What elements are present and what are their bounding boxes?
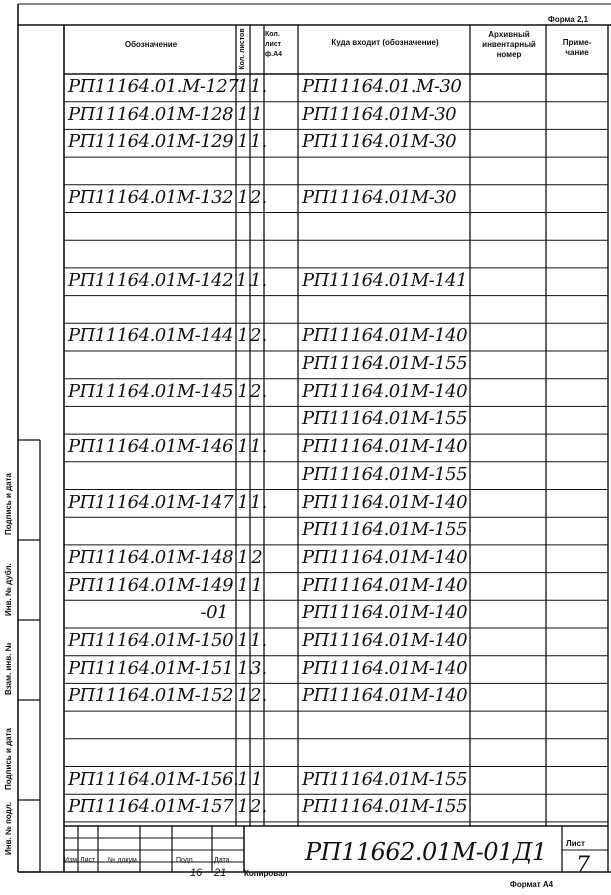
row-sheets: 1 [237, 76, 249, 97]
row-where-used: РП11164.01М-140 [302, 657, 468, 679]
row-a4-sheets: 1 [251, 768, 263, 790]
row-where-used: РП11164.01М-140 [302, 546, 468, 568]
row-sheets: 1 [237, 103, 249, 125]
row-where-used: РП11164.01М-30 [302, 103, 457, 125]
row-designation: РП11164.01М-152 [68, 685, 234, 707]
row-a4-sheets: 1. [250, 269, 268, 291]
row-a4-sheets: 1. [250, 630, 268, 651]
header-where-used: Куда входит (обозначение) [331, 38, 439, 47]
row-sheets: 1 [237, 546, 249, 568]
header-notes: Приме-чание [562, 38, 592, 57]
row-a4-sheets: 2 [251, 546, 263, 568]
row-sheets: 1 [237, 657, 249, 679]
stamp-number-2: 21 [214, 867, 227, 879]
doc-no-label: № докум. [108, 857, 139, 864]
row-designation: РП11164.01М-150 [68, 630, 234, 651]
sheet-label: Лист [566, 839, 585, 848]
side-label-orig-inv: Инв. № подл. [4, 801, 13, 855]
side-label-dup-inv: Инв. № дубл. [4, 563, 13, 616]
row-designation: РП11164.01М-148 [68, 546, 234, 568]
row-designation: -01 [200, 602, 228, 624]
form-label: Форма 2,1 [548, 15, 589, 24]
copied-label: Копировал [244, 869, 288, 878]
row-designation: РП11164.01М-144 [68, 325, 234, 347]
row-where-used: РП11164.01М-140 [302, 325, 468, 347]
row-where-used: РП11164.01М-140 [302, 602, 468, 624]
row-where-used: РП11164.01М-140 [302, 436, 468, 458]
row-designation: РП11164.01М-149 [68, 574, 234, 596]
side-label-replace-inv: Взам. инв. № [4, 642, 13, 695]
row-a4-sheets: 2. [250, 380, 268, 402]
row-sheets: 1 [237, 768, 249, 790]
rev-label: Изм. [64, 857, 79, 864]
row-sheets: 1 [237, 436, 249, 458]
row-a4-sheets: 1. [250, 436, 268, 458]
row-a4-sheets: 3. [250, 657, 268, 679]
row-sheets: 1. [236, 269, 254, 291]
row-a4-sheets: 1. [250, 131, 268, 153]
row-a4-sheets: 2. [250, 685, 268, 707]
row-where-used: РП11164.01М-140 [302, 380, 468, 402]
row-where-used: РП11164.01М-30 [302, 131, 457, 153]
row-designation: РП11164.01М-132 [68, 186, 234, 208]
row-where-used: РП11164.01М-155 [302, 408, 468, 430]
row-designation: РП11164.01М-157 [68, 796, 234, 818]
format-label: Формат А4 [510, 880, 554, 889]
row-sheets: 1 [237, 131, 249, 153]
sheet-col-label: Лист [80, 857, 96, 864]
row-designation: РП11164.01М-129 [68, 131, 234, 153]
row-a4-sheets: 2. [250, 186, 268, 208]
row-designation: РП11164.01М-146 [68, 436, 234, 458]
side-label-signature-date-2: Подпись и дата [4, 728, 13, 790]
date-label: Дата [214, 857, 230, 864]
row-sheets: 1 [237, 685, 249, 707]
doc-code: РП11662.01М-01Д1 [305, 838, 547, 866]
row-where-used: РП11164.01М-140 [302, 630, 468, 651]
row-designation: РП11164.01М-145 [68, 380, 234, 402]
side-label-signature-date-1: Подпись и дата [4, 473, 13, 535]
header-qty-sheets [236, 28, 250, 74]
row-sheets: 1 [237, 630, 249, 651]
stamp-number-1: 16 [190, 867, 203, 879]
row-a4-sheets: 1. [250, 76, 268, 97]
row-where-used: РП11164.01М-155 [302, 768, 468, 790]
sign-label: Подп. [176, 857, 195, 864]
row-sheets: 1 [237, 491, 249, 513]
header-qty-sheets-text: Кол. листов [239, 28, 246, 70]
row-designation: РП11164.01М-128 [68, 103, 234, 125]
row-where-used: РП11164.01М-155 [302, 796, 468, 818]
row-designation: РП11164.01.М-127 [68, 76, 239, 97]
header-archive: Архивный инвентарный номер [482, 30, 536, 59]
row-designation: РП11164.01М-147 [68, 491, 234, 513]
row-sheets: 1 [237, 796, 249, 818]
row-a4-sheets: 2. [250, 325, 268, 347]
sheet-number: 7 [576, 853, 590, 878]
row-where-used: РП11164.01.М-30 [302, 76, 462, 97]
row-a4-sheets: 1 [251, 103, 263, 125]
row-sheets: 1 [237, 574, 249, 596]
row-where-used: РП11164.01М-30 [302, 186, 457, 208]
row-a4-sheets: 1 [251, 574, 263, 596]
row-designation: РП11164.01М-142 [68, 269, 234, 291]
row-where-used: РП11164.01М-155 [302, 463, 468, 485]
row-where-used: РП11164.01М-140 [302, 574, 468, 596]
row-where-used: РП11164.01М-140 [302, 491, 468, 513]
row-where-used: РП11164.01М-155 [302, 519, 468, 541]
row-a4-sheets: 1. [250, 491, 268, 513]
row-designation: РП11164.01М-156. [68, 768, 239, 790]
row-sheets: 1 [237, 380, 249, 402]
row-sheets: 1 [237, 186, 249, 208]
header-designation: Обозначение [124, 40, 178, 49]
row-where-used: РП11164.01М-141 [302, 269, 468, 291]
row-designation: РП11164.01М-151 [68, 657, 234, 679]
row-where-used: РП11164.01М-155 [302, 353, 468, 374]
row-where-used: РП11164.01М-140 [302, 685, 468, 707]
row-a4-sheets: 2. [250, 796, 268, 818]
header-qty-a4: Кол. лист ф.А4 [265, 31, 283, 58]
row-sheets: 1 [237, 325, 249, 347]
